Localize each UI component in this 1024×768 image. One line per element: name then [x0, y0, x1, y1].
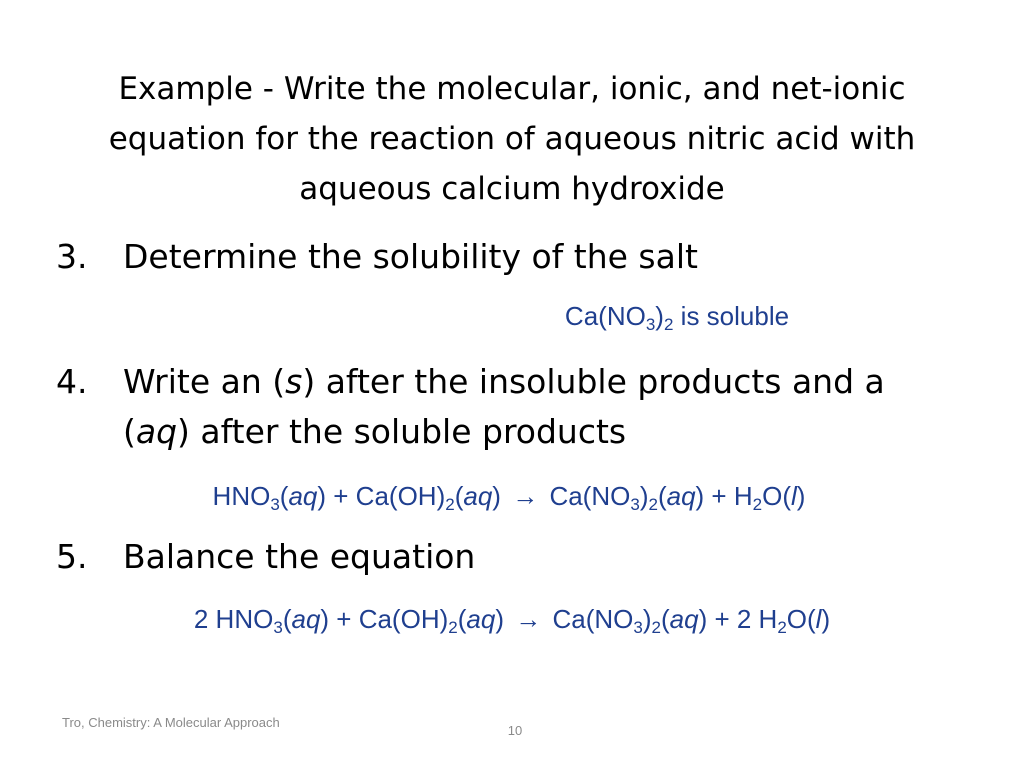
soluble-note: $Ca(NO_3)_2$ is soluble: [564, 301, 790, 334]
step-number: 4.: [56, 362, 88, 401]
step-text: Determine the solubility of the salt: [123, 237, 698, 276]
equation-balanced: 2 $HNO_3(aq) + Ca(OH)_2(aq) \to Ca(NO_3)_2(aq) + 2$ $H_2O(l)$: [193, 604, 831, 637]
title-line-1: Example - Write the molecular, ionic, and net-ionic: [118, 71, 906, 107]
equation-unbalanced: $HNO_3(aq) + Ca(OH)_2(aq) \to Ca(NO_3)_2(aq) + H_2O(l)$: [212, 481, 806, 514]
step-5: [56, 532, 953, 582]
step-4: [56, 357, 953, 457]
step-number: 5.: [56, 537, 88, 576]
page-number: 10: [507, 723, 523, 738]
slide-title: [40, 64, 984, 214]
step-number: 3.: [56, 237, 88, 276]
footer-source: Tro, Chemistry: A Molecular Approach: [62, 715, 280, 730]
title-line-3: aqueous calcium hydroxide: [299, 171, 725, 207]
step-3: [56, 232, 953, 282]
step-text: Balance the equation: [123, 537, 476, 576]
title-line-2: equation for the reaction of aqueous nitric acid with: [108, 121, 916, 157]
reaction-arrow-icon: →: [512, 481, 539, 511]
step-text: Write an (s) after the insoluble products and a (aq) after the soluble products: [123, 362, 885, 451]
reaction-arrow-icon: →: [515, 604, 542, 634]
